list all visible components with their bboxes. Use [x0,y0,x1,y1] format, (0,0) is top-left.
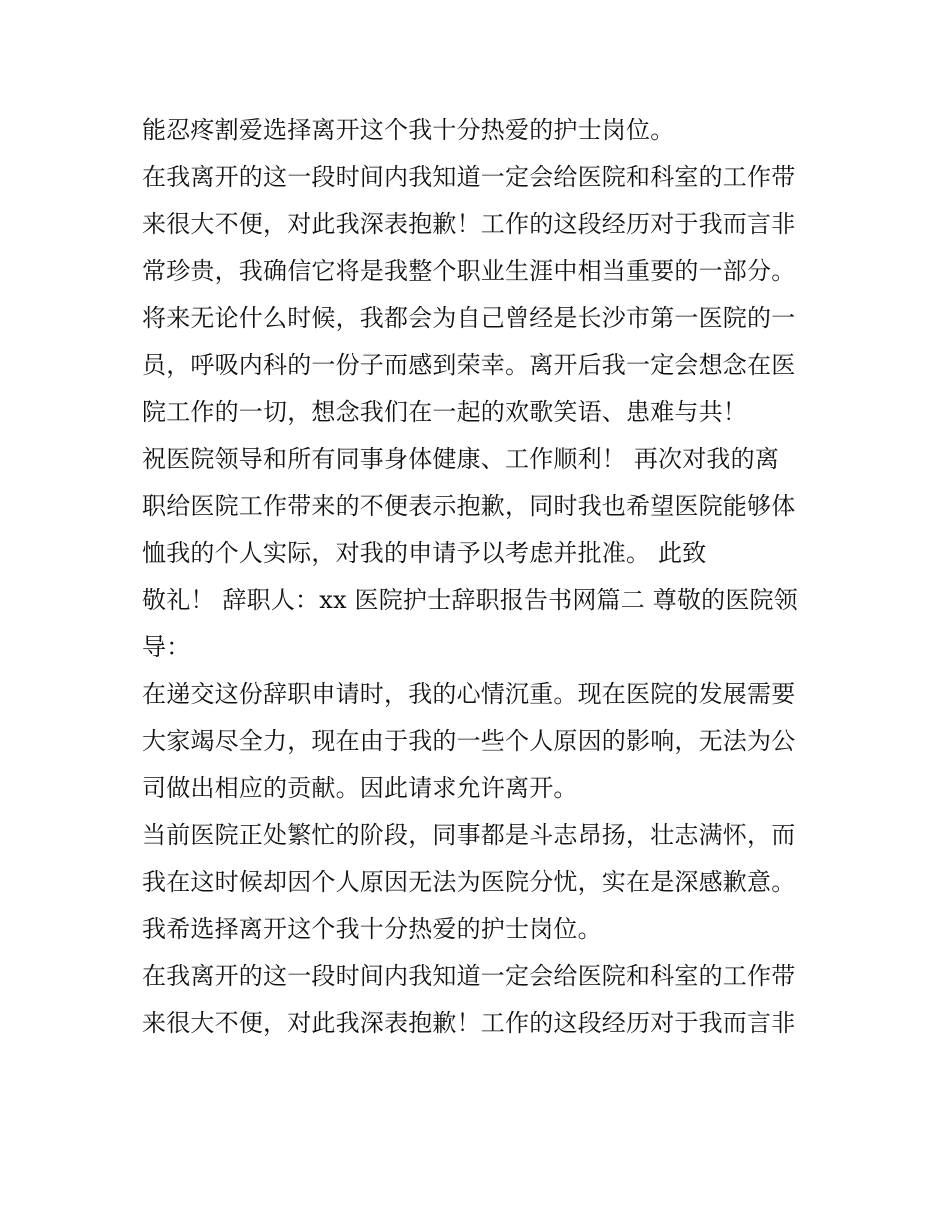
text-line: 常珍贵，我确信它将是我整个职业生涯中相当重要的一部分。 [142,257,796,285]
text-line: 将来无论什么时候，我都会为自己曾经是长沙市第一医院的一 [142,304,796,332]
text-line: 院工作的一切，想念我们在一起的欢歌笑语、患难与共！ [142,398,747,426]
text-line: 导： [142,633,191,661]
text-line: 祝医院领导和所有同事身体健康、工作顺利！ 再次对我的离 [142,445,780,473]
text-line: 能忍疼割爱选择离开这个我十分热爱的护士岗位。 [142,116,675,144]
text-line: 敬礼！ 辞职人：xx 医院护士辞职报告书网篇二 尊敬的医院领 [142,586,798,614]
text-line: 大家竭尽全力，现在由于我的一些个人原因的影响，无法为公 [142,727,796,755]
text-line: 在我离开的这一段时间内我知道一定会给医院和科室的工作带 [142,163,796,191]
text-line: 我希选择离开这个我十分热爱的护士岗位。 [142,915,602,943]
text-line: 当前医院正处繁忙的阶段，同事都是斗志昂扬，壮志满怀，而 [142,821,796,849]
text-line: 来很大不便，对此我深表抱歉！工作的这段经历对于我而言非 [142,210,796,238]
text-line: 在我离开的这一段时间内我知道一定会给医院和科室的工作带 [142,962,796,990]
text-line: 员，呼吸内科的一份子而感到荣幸。离开后我一定会想念在医 [142,351,796,379]
text-line: 我在这时候却因个人原因无法为医院分忧，实在是深感歉意。 [142,868,796,896]
text-line: 司做出相应的贡献。因此请求允许离开。 [142,774,578,802]
text-line: 职给医院工作带来的不便表示抱歉，同时我也希望医院能够体 [142,492,796,520]
document-body [142,107,842,1047]
text-line: 恤我的个人实际，对我的申请予以考虑并批准。 此致 [142,539,707,567]
text-line: 来很大不便，对此我深表抱歉！工作的这段经历对于我而言非 [142,1009,796,1037]
text-line: 在递交这份辞职申请时，我的心情沉重。现在医院的发展需要 [142,680,796,708]
